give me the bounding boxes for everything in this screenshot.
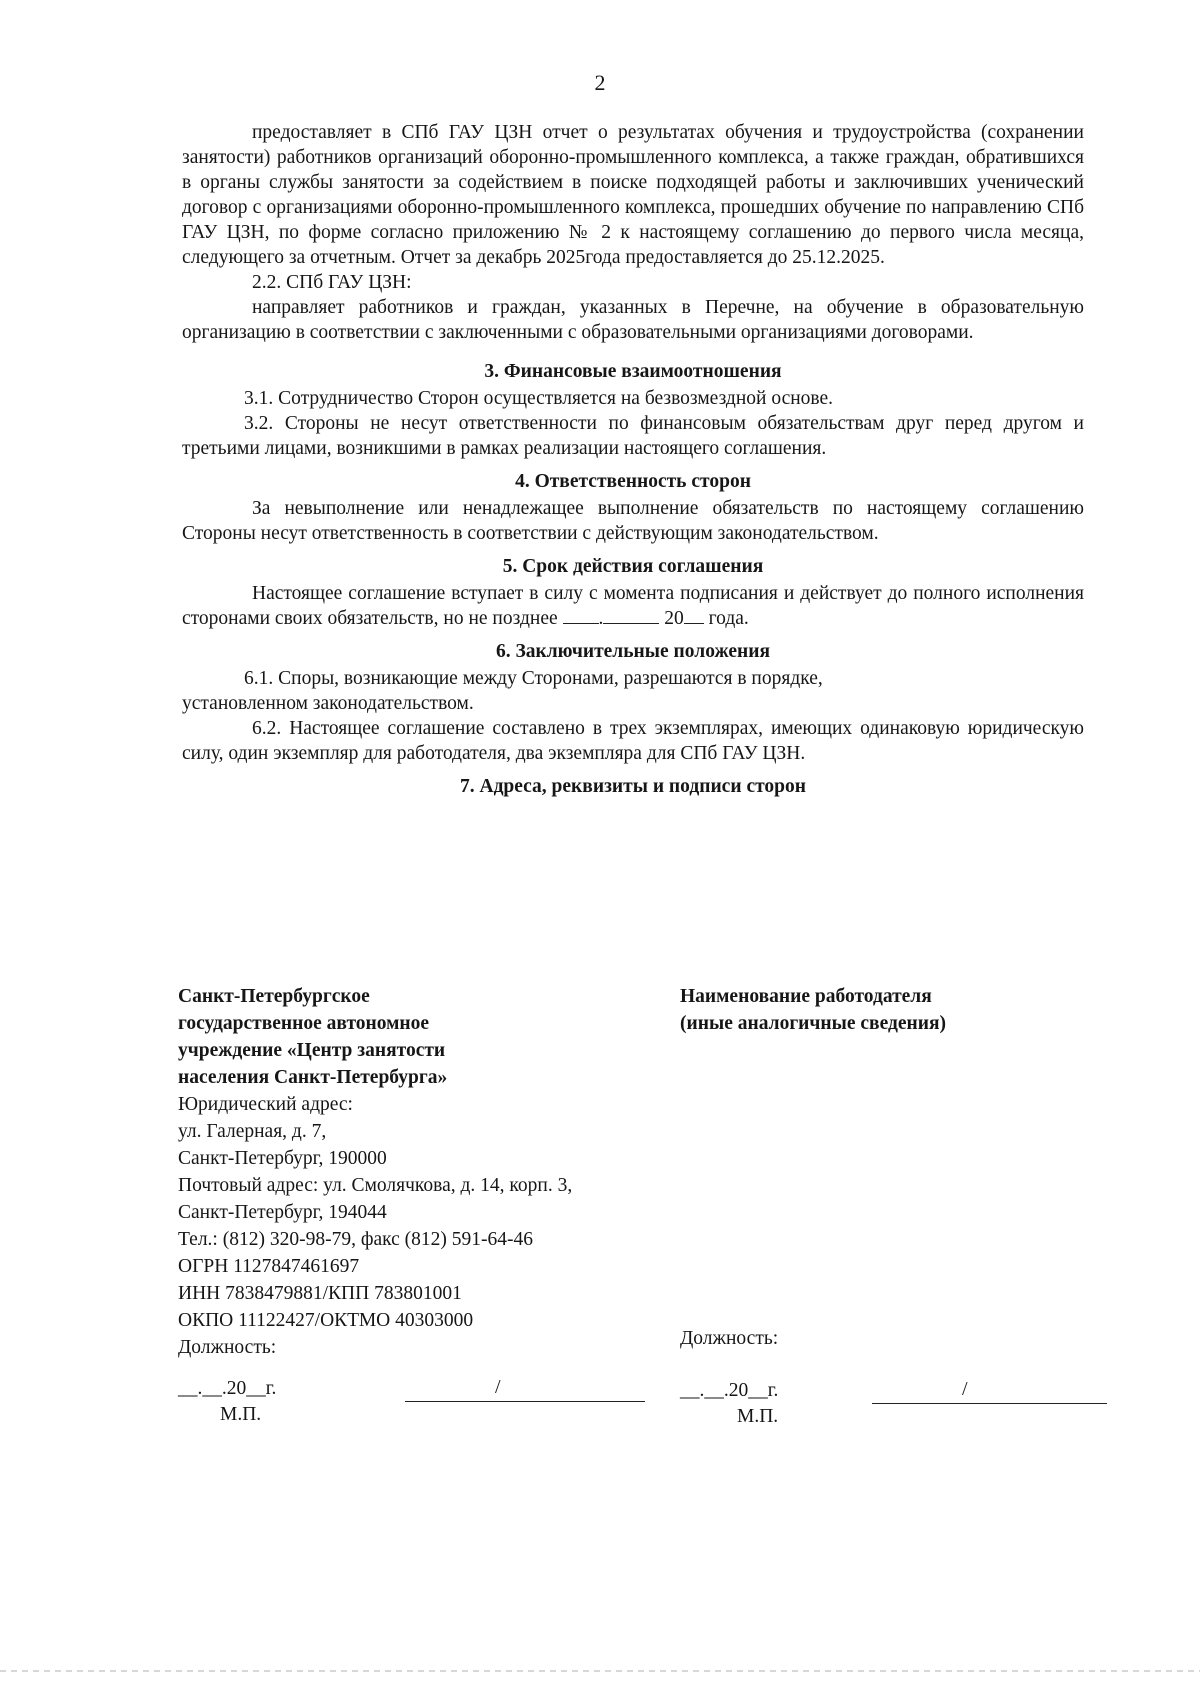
section-5-text: Настоящее соглашение вступает в силу с момента подписания и действует до полного исполнения сторонами своих обязательств, но не позднее . 20 года. [182,583,1084,629]
right-party-details [680,983,1100,1037]
clause-6-2: 6.2. Настоящее соглашение составлено в трех экземплярах, имеющих одинаковую юридическую силу, один экземпляр для работодателя, два экземпляра для СПб ГАУ ЦЗН. [182,718,1084,764]
right-stamp-label: М.П. [737,1406,779,1427]
left-date-line: __.__.20__г. [178,1378,277,1399]
document-body [182,120,1084,801]
right-signature-slash: / [962,1378,968,1400]
left-signature-line [405,1401,645,1402]
section-7-title: 7. Адреса, реквизиты и подписи сторон [459,776,807,797]
left-stamp-label: М.П. [220,1404,262,1425]
section-5-title: 5. Срок действия соглашения [502,556,764,577]
paragraph-report-obligation: предоставляет в СПб ГАУ ЦЗН отчет о результатах обучения и трудоустройства (сохранении занятости) работников организаций оборонно-промышленного комплекса, а также граждан, обратившихся в органы службы занятости за содействием в поиске подходящей работы и заключивших ученический договор с организациями оборонно-промышленного комплекса, прошедших обучение по направлению СПб ГАУ ЦЗН, по форме согласно приложению № 2 к настоящему соглашению до первого числа месяца, следующего за отчетным. Отчет за декабрь 2025года предоставляется до 25.12.2025. [182,122,1084,268]
section-6-title: 6. Заключительные положения [495,641,771,662]
section-5-text-main: Настоящее соглашение вступает в силу с момента подписания и действует до полного исполнения сторонами своих обязательств, но не позднее [182,583,1084,629]
right-party-name-line: (иные аналогичные сведения) [680,1013,947,1034]
postal-address: Почтовый адрес: ул. Смолячкова, д. 14, корп. 3, [178,1175,573,1196]
clause-6-1 [182,666,1084,716]
left-position-label: Должность: [178,1337,277,1358]
left-party-name-line: учреждение «Центр занятости [178,1040,446,1061]
okpo-oktmo: ОКПО 11122427/ОКТМО 40303000 [178,1310,474,1331]
month-blank [603,607,659,624]
clause-3-2: 3.2. Стороны не несут ответственности по финансовым обязательствам друг перед другом и третьими лицами, возникшими в рамках реализации настоящего соглашения. [182,413,1084,459]
day-blank [563,607,599,624]
year-prefix: 20 [664,608,684,629]
right-position-label: Должность: [680,1328,779,1349]
clause-2-2: 2.2. СПб ГАУ ЦЗН: [252,272,412,293]
left-party-details [178,983,658,1361]
right-signature-line [872,1403,1107,1404]
scan-edge-noise [0,1670,1200,1672]
clause-3-1: 3.1. Сотрудничество Сторон осуществляется на безвозмездной основе. [244,388,834,409]
left-party-name-line: Санкт-Петербургское [178,986,370,1007]
section-4-title: 4. Ответственность сторон [515,471,751,492]
left-party-name-line: населения Санкт-Петербурга» [178,1067,448,1088]
clause-6-1-line2: установленном законодательством. [182,693,474,714]
left-party-name-line: государственное автономное [178,1013,430,1034]
right-date-line: __.__.20__г. [680,1380,779,1401]
section-4-text: За невыполнение или ненадлежащее выполнение обязательств по настоящему соглашению Стороны несут ответственность в соответствии с действующим законодательством. [182,498,1084,544]
phone-fax: Тел.: (812) 320-98-79, факс (812) 591-64-46 [178,1229,533,1250]
postal-address-city: Санкт-Петербург, 194044 [178,1202,387,1223]
inn-kpp: ИНН 7838479881/КПП 783801001 [178,1283,462,1304]
year-blank [684,607,704,624]
ogrn: ОГРН 1127847461697 [178,1256,360,1277]
legal-address-street: ул. Галерная, д. 7, [178,1121,327,1142]
section-3-title: 3. Финансовые взаимоотношения [484,361,782,382]
page-number: 2 [594,70,606,95]
legal-address-label: Юридический адрес: [178,1094,353,1115]
clause-6-1-line1: 6.1. Споры, возникающие между Сторонами, разрешаются в порядке, [244,668,823,689]
year-suffix: года. [708,608,749,629]
legal-address-city: Санкт-Петербург, 190000 [178,1148,387,1169]
right-party-name-line: Наименование работодателя [680,986,932,1007]
left-signature-slash: / [495,1376,501,1398]
paragraph-referral: направляет работников и граждан, указанных в Перечне, на обучение в образовательную организацию в соответствии с заключенными с образовательными организациями договорами. [182,297,1084,343]
